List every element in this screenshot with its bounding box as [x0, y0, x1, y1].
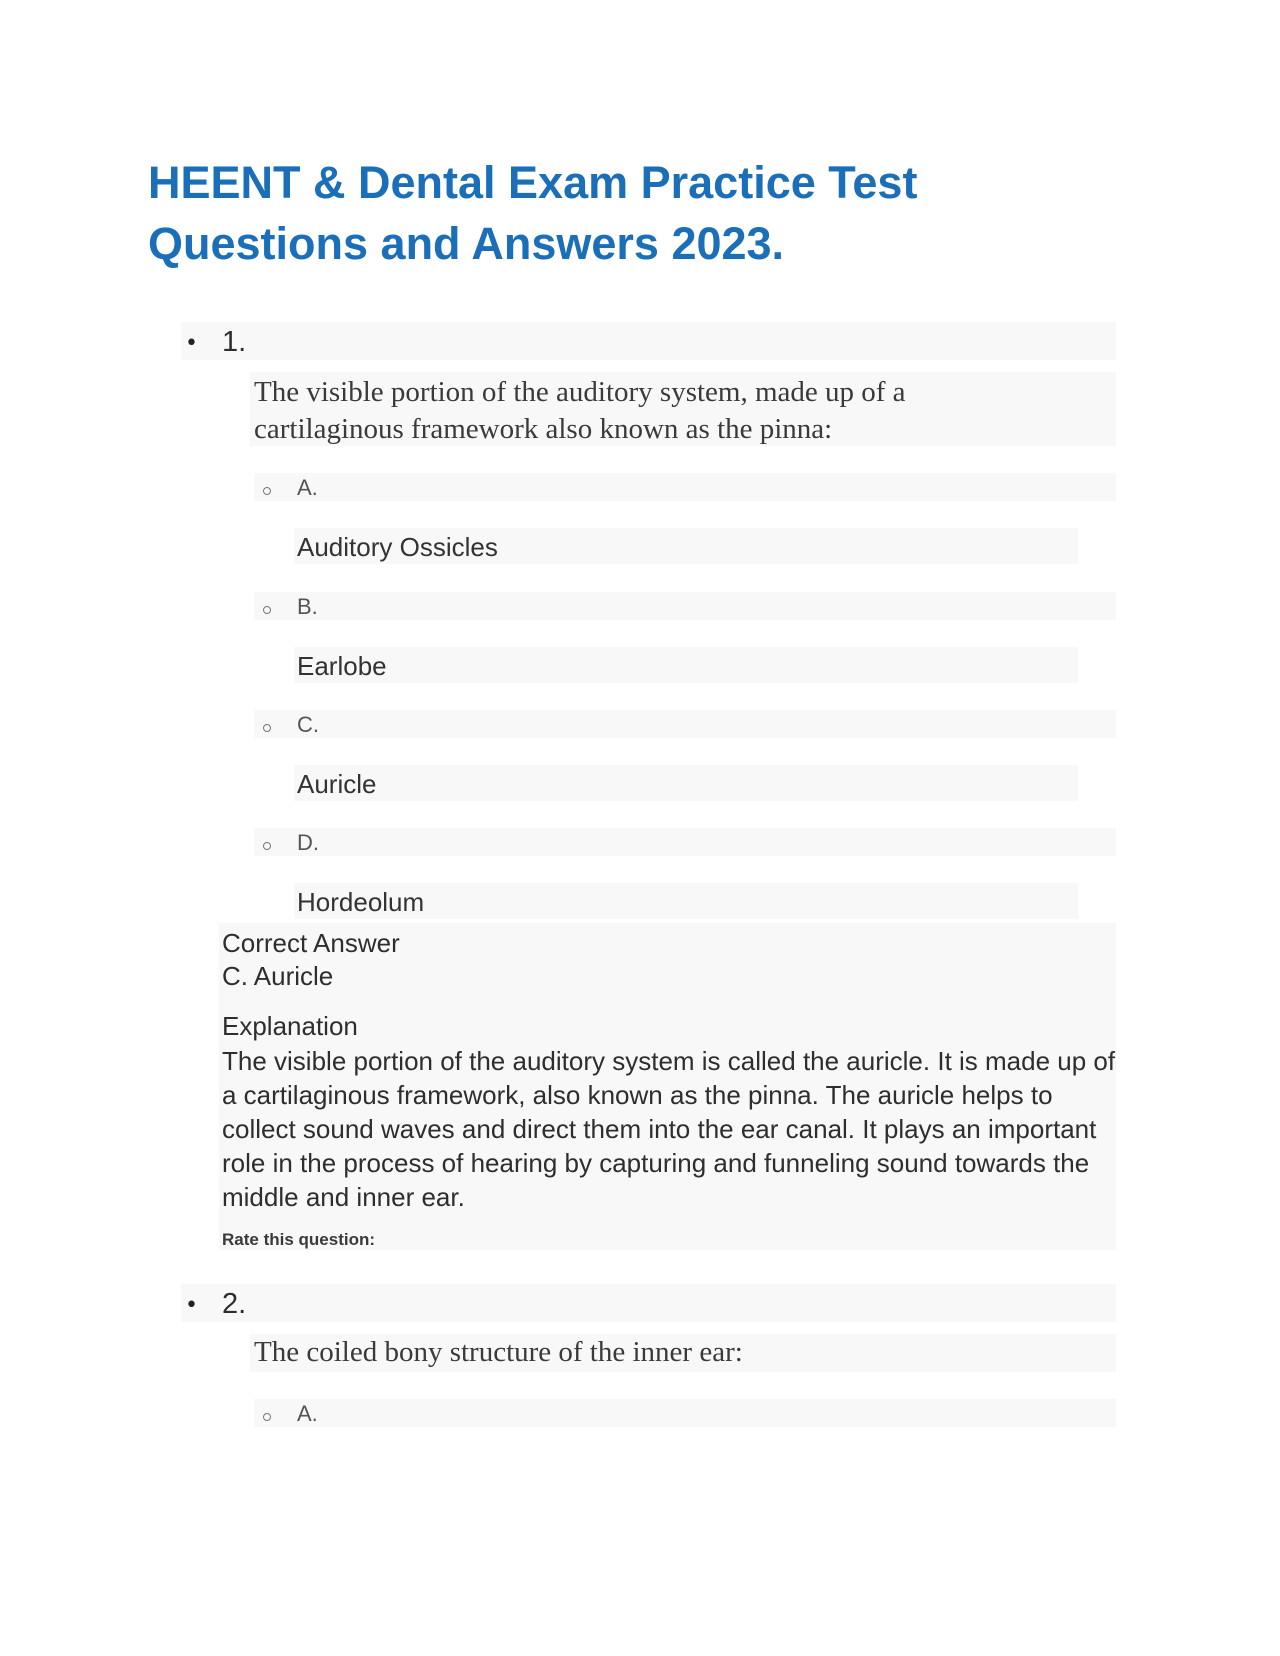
option-b-row[interactable] [254, 592, 1116, 620]
explanation-label: Explanation [222, 1011, 358, 1041]
bullet-icon: • [185, 1293, 198, 1318]
option-d-row[interactable] [254, 828, 1116, 856]
option-circle-icon [263, 1413, 271, 1421]
option-c-text-box [294, 765, 1078, 801]
option-c-text[interactable]: Auricle [297, 769, 377, 799]
option-a-text[interactable]: Auditory Ossicles [297, 532, 498, 562]
question-2-number-row [181, 1284, 1116, 1322]
option-c-row[interactable] [254, 710, 1116, 738]
question-1-text: The visible portion of the auditory system, made up of a cartilaginous framework also known as the pinna: [254, 376, 906, 445]
option-b-text-box [294, 647, 1078, 683]
explanation-text: The visible portion of the auditory system is called the auricle. It is made up of a cartilaginous framework, also known as the pinna. The auricle helps to collect sound waves and direct them into the ear canal. It plays an important role in the process of hearing by capturing and funneling sound towards the middle and inner ear. [222, 1046, 1116, 1212]
option-d-text[interactable]: Hordeolum [297, 887, 425, 917]
q2-option-a-row[interactable] [254, 1399, 1116, 1427]
option-circle-icon [263, 842, 271, 850]
option-a-letter: A. [297, 475, 318, 500]
option-circle-icon [263, 724, 271, 732]
question-2-number: 2. [222, 1288, 247, 1320]
correct-answer-label: Correct Answer [222, 928, 400, 958]
option-c-letter: C. [297, 712, 319, 737]
option-circle-icon [263, 487, 271, 495]
bullet-icon: • [185, 331, 198, 356]
option-a-row[interactable] [254, 473, 1116, 501]
option-b-text[interactable]: Earlobe [297, 651, 387, 681]
q2-option-a-letter: A. [297, 1401, 318, 1426]
option-circle-icon [263, 606, 271, 614]
question-1-number-row [181, 322, 1116, 360]
question-2-text: The coiled bony structure of the inner ear: [254, 1336, 743, 1368]
question-1-number: 1. [222, 326, 247, 358]
option-d-letter: D. [297, 830, 319, 855]
option-b-letter: B. [297, 594, 318, 619]
page-title: HEENT & Dental Exam Practice Test Questions and Answers 2023. [148, 157, 918, 269]
rate-question-label[interactable]: Rate this question: [222, 1230, 376, 1249]
correct-answer-value: C. Auricle [222, 961, 334, 991]
